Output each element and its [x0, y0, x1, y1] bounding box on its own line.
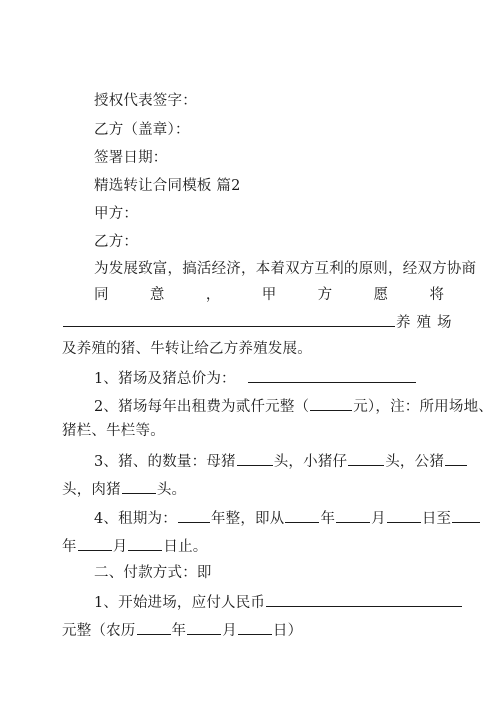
- payment-amount-blank: [266, 592, 462, 607]
- end-day-blank: [128, 536, 162, 551]
- start-year-blank: [285, 508, 319, 523]
- end-month-blank: [78, 536, 112, 551]
- party-a-label: 甲方：: [94, 206, 139, 222]
- spaced-char: 意: [149, 287, 165, 303]
- lunar-day-blank: [238, 620, 272, 635]
- clause-3-text-b: 头，小猪仔: [273, 454, 348, 470]
- clause-1-label: 1、猪场及猪总价为：: [94, 371, 236, 387]
- spaced-char: 将: [429, 287, 444, 303]
- clause-4-text-a: 4、租期为：: [94, 511, 177, 527]
- payment-text-a: 元整（农历: [62, 623, 136, 639]
- clause-3-text-a: 3、猪、的数量：母猪: [94, 454, 236, 470]
- start-month-blank: [336, 508, 370, 523]
- clause-2: [94, 396, 493, 416]
- lunar-month-blank: [187, 620, 221, 635]
- piglet-count-blank: [348, 451, 384, 466]
- clause-4-text-d: 月: [371, 511, 386, 527]
- signature-label: 授权代表签字：: [94, 93, 197, 109]
- clause-2-text-a: 2、猪场每年出租费为贰仟元整（: [94, 399, 310, 415]
- farm-label: 养殖场: [396, 315, 458, 331]
- term-years-blank: [178, 508, 210, 523]
- payment-text-d: 日）: [272, 623, 303, 639]
- spaced-char: 同: [94, 287, 109, 303]
- farm-name-line: [62, 312, 458, 332]
- spaced-char: ，: [205, 287, 221, 303]
- clause-2-text-b: 元），注：所用场地、: [353, 399, 493, 415]
- clause-3-text-e: 头。: [156, 482, 187, 498]
- spaced-char: 甲: [261, 287, 277, 303]
- payment-clause-1: [94, 592, 463, 612]
- payment-text-b: 年: [171, 623, 187, 639]
- boar-count-blank: [445, 451, 467, 466]
- start-day-blank: [387, 508, 421, 523]
- end-year-blank: [452, 508, 480, 523]
- transfer-text: 及养殖的猪、牛转让给乙方养殖发展。: [62, 341, 312, 357]
- lunar-year-blank: [137, 620, 171, 635]
- section-payment: 二、付款方式：即: [94, 565, 212, 581]
- clause-4-text-e: 日至: [421, 511, 452, 527]
- spaced-line: [94, 286, 444, 304]
- clause-4-text-h: 日止。: [163, 539, 208, 555]
- party-b-label: 乙方：: [94, 234, 139, 250]
- spaced-char: 方: [317, 287, 333, 303]
- paragraph-intro: 为发展致富，搞活经济，本着双方互利的原则，经双方协商: [94, 261, 477, 277]
- hog-count-blank: [122, 479, 156, 494]
- party-b-seal-label: 乙方（盖章）：: [94, 122, 190, 138]
- clause-3: [94, 451, 468, 471]
- clause-1: [94, 368, 417, 388]
- payment-text-c: 月: [222, 623, 237, 639]
- clause-3-cont: [62, 479, 186, 499]
- clause-4-text-c: 年: [320, 511, 336, 527]
- section-title: 精选转让合同模板 篇2: [94, 178, 241, 194]
- spaced-char: 愿: [373, 287, 389, 303]
- rent-blank: [310, 396, 352, 411]
- sign-date-label: 签署日期：: [94, 150, 168, 166]
- clause-4-cont: [62, 536, 208, 556]
- sow-count-blank: [237, 451, 273, 466]
- clause-4: [94, 508, 481, 528]
- clause-4-text-f: 年: [62, 539, 77, 555]
- clause-3-text-d: 头，肉猪: [62, 482, 121, 498]
- total-price-blank: [248, 368, 416, 383]
- payment-clause-1-cont: [62, 620, 302, 640]
- clause-3-text-c: 头，公猪: [385, 454, 445, 470]
- clause-4-text-b: 年整，即从: [210, 511, 285, 527]
- payment-clause-1-label: 1、开始进场，应付人民币: [94, 595, 266, 611]
- farm-name-blank: [63, 312, 395, 327]
- clause-4-text-g: 月: [112, 539, 128, 555]
- clause-2-cont: 猪栏、牛栏等。: [62, 423, 165, 439]
